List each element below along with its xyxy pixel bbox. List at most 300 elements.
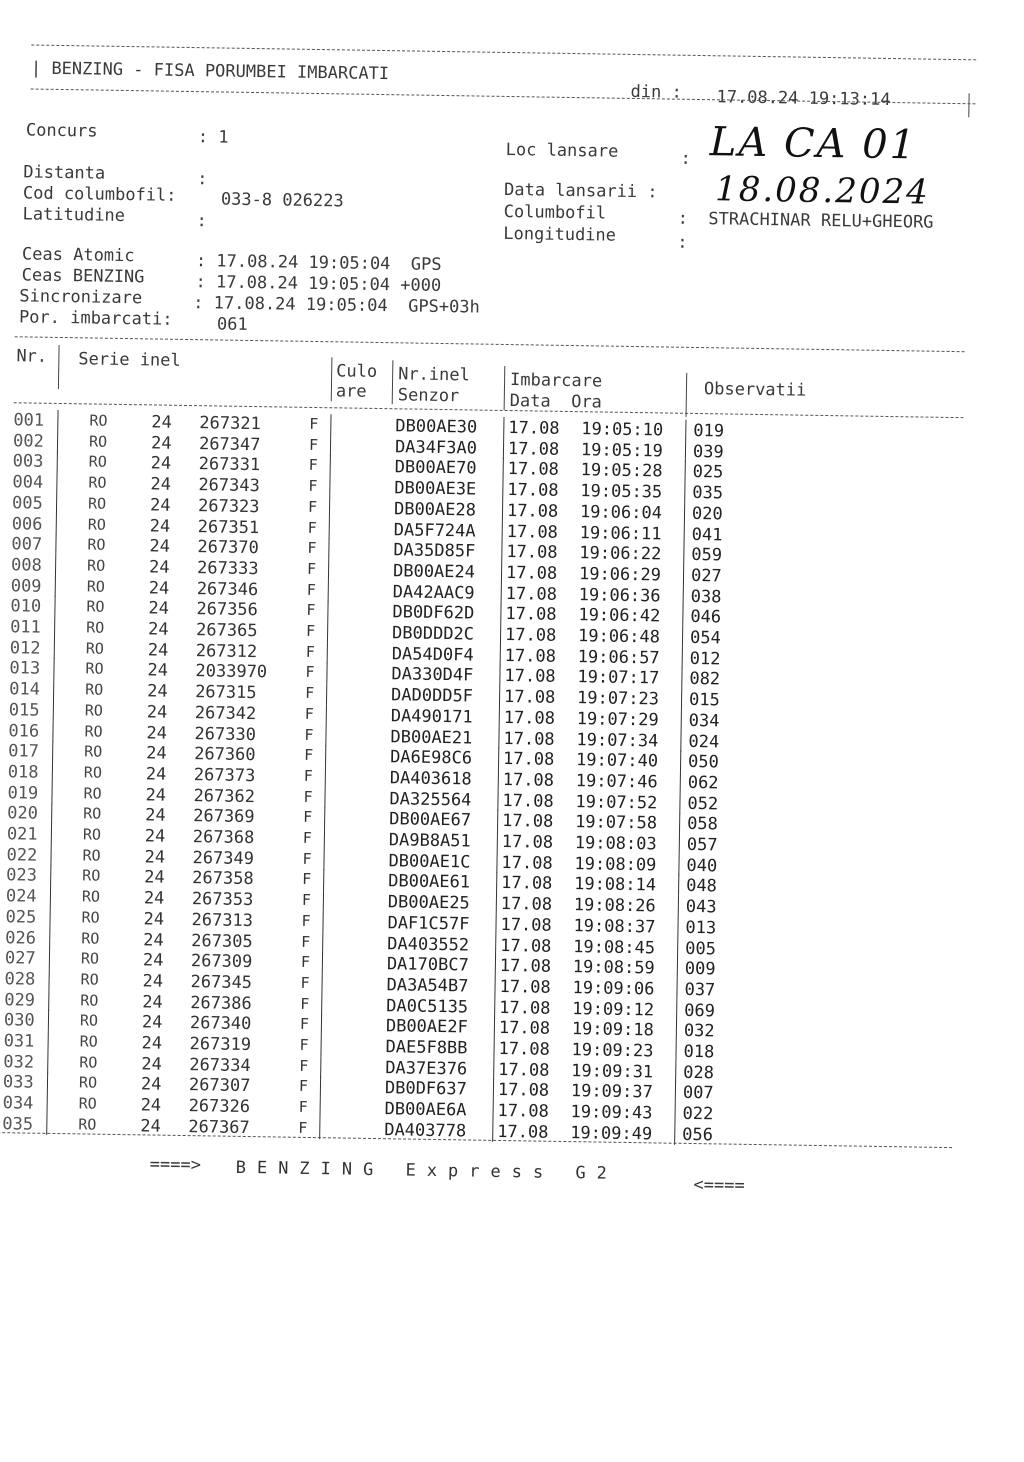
row-observation: 007 bbox=[682, 1083, 714, 1104]
row-observation: 039 bbox=[692, 441, 724, 463]
row-column-separator bbox=[674, 1103, 675, 1124]
row-sex: F bbox=[298, 1097, 308, 1117]
row-ring-number: 267333 bbox=[196, 558, 259, 580]
row-time: 19:07:29 bbox=[576, 708, 659, 731]
row-ring-number: 267360 bbox=[194, 744, 256, 766]
row-ring-number: 267321 bbox=[199, 413, 261, 435]
row-observation: 058 bbox=[686, 814, 719, 835]
row-column-separator bbox=[53, 679, 54, 700]
row-observation: 005 bbox=[685, 938, 717, 959]
distanta-label: Distanta bbox=[23, 162, 106, 184]
row-number: 018 bbox=[7, 762, 39, 783]
concurs-value: : 1 bbox=[197, 127, 229, 148]
columbofil-label: Columbofil bbox=[503, 201, 607, 224]
row-column-separator bbox=[494, 996, 495, 1017]
row-column-separator bbox=[685, 420, 686, 441]
row-ring-number: 267323 bbox=[197, 495, 260, 517]
porumbei-imbarcati-value: 061 bbox=[216, 314, 248, 335]
col-header-nr-inel: Nr.inel bbox=[398, 364, 470, 386]
row-sensor-id: DA35D85F bbox=[393, 540, 476, 562]
row-column-separator bbox=[493, 1059, 494, 1080]
row-year: 24 bbox=[146, 722, 168, 744]
row-time: 19:07:17 bbox=[577, 667, 660, 689]
row-observation: 041 bbox=[691, 524, 723, 545]
row-column-separator bbox=[328, 559, 329, 580]
row-ring-number: 267349 bbox=[192, 847, 255, 869]
row-column-separator bbox=[330, 414, 331, 435]
col-header-serie: Serie inel bbox=[78, 349, 181, 371]
row-sensor-id: DB00AE30 bbox=[395, 416, 478, 438]
row-time: 19:06:11 bbox=[579, 522, 662, 544]
row-column-separator bbox=[682, 627, 683, 648]
row-column-separator bbox=[48, 969, 49, 990]
row-column-separator bbox=[501, 562, 502, 583]
row-column-separator bbox=[47, 1052, 48, 1073]
row-sensor-id: DB00AE3E bbox=[394, 478, 477, 500]
row-number: 011 bbox=[9, 617, 42, 638]
row-column-separator bbox=[684, 503, 685, 524]
row-country: RO bbox=[81, 887, 101, 906]
row-year: 24 bbox=[151, 412, 173, 433]
row-year: 24 bbox=[144, 847, 166, 868]
row-column-separator bbox=[676, 979, 677, 1000]
row-country: RO bbox=[80, 990, 99, 1010]
row-sensor-id: DA9B8A51 bbox=[388, 830, 471, 852]
col-separator bbox=[58, 345, 60, 389]
row-year: 24 bbox=[146, 702, 168, 723]
header-top-divider bbox=[31, 44, 976, 60]
row-column-separator bbox=[675, 1041, 676, 1062]
row-column-separator bbox=[325, 766, 326, 787]
row-sex: F bbox=[303, 808, 313, 827]
row-ring-number: 267353 bbox=[191, 889, 254, 911]
row-column-separator bbox=[329, 476, 330, 497]
row-column-separator bbox=[329, 497, 330, 518]
row-column-separator bbox=[681, 710, 682, 731]
row-observation: 032 bbox=[683, 1021, 715, 1042]
row-column-separator bbox=[319, 1118, 320, 1139]
row-date: 17.08 bbox=[499, 997, 551, 1019]
col-header-imbarcare: Imbarcare bbox=[509, 370, 603, 392]
row-date: 17.08 bbox=[508, 418, 560, 439]
row-country: RO bbox=[87, 514, 106, 534]
row-column-separator bbox=[330, 435, 331, 456]
row-country: RO bbox=[83, 763, 103, 782]
row-observation: 015 bbox=[688, 690, 720, 711]
row-sensor-id: DB0DF62D bbox=[392, 602, 475, 624]
row-country: RO bbox=[79, 1011, 99, 1030]
row-year: 24 bbox=[149, 536, 171, 557]
row-country: RO bbox=[86, 556, 106, 575]
row-observation: 034 bbox=[688, 710, 720, 732]
row-time: 19:05:35 bbox=[580, 481, 663, 503]
row-sensor-id: DB00AE67 bbox=[389, 809, 472, 831]
row-column-separator bbox=[492, 1121, 493, 1142]
longitudine-colon: : bbox=[677, 232, 688, 253]
row-country: RO bbox=[88, 473, 107, 492]
row-year: 24 bbox=[143, 929, 164, 951]
col-separator bbox=[392, 360, 394, 404]
row-column-separator bbox=[679, 792, 680, 813]
row-sensor-id: DAD0DD5F bbox=[390, 685, 474, 707]
row-sex: F bbox=[307, 518, 317, 537]
row-column-separator bbox=[498, 727, 499, 748]
row-column-separator bbox=[495, 914, 496, 935]
row-observation: 040 bbox=[686, 855, 718, 877]
row-column-separator bbox=[495, 955, 496, 976]
row-observation: 057 bbox=[686, 834, 718, 856]
row-number: 029 bbox=[4, 989, 36, 1011]
row-column-separator bbox=[497, 790, 498, 811]
row-column-separator bbox=[499, 686, 500, 707]
col-separator bbox=[331, 357, 333, 401]
row-date: 17.08 bbox=[507, 438, 560, 460]
row-column-separator bbox=[497, 810, 498, 831]
row-column-separator bbox=[323, 870, 324, 891]
row-number: 024 bbox=[5, 886, 37, 907]
row-date: 17.08 bbox=[497, 1121, 549, 1143]
row-number: 004 bbox=[12, 472, 44, 493]
row-column-separator bbox=[322, 932, 323, 953]
handwritten-release-location: LA CA 01 bbox=[709, 119, 918, 169]
row-sensor-id: DAF1C57F bbox=[387, 912, 470, 935]
row-column-separator bbox=[683, 565, 684, 586]
row-column-separator bbox=[503, 458, 504, 479]
row-observation: 019 bbox=[693, 420, 725, 442]
row-ring-number: 267309 bbox=[190, 951, 253, 973]
row-sensor-id: DB0DDD2C bbox=[391, 623, 475, 645]
row-observation: 056 bbox=[682, 1124, 714, 1146]
row-number: 021 bbox=[6, 824, 38, 845]
row-ring-number: 267330 bbox=[194, 723, 257, 745]
printed-at-label: din : bbox=[630, 81, 682, 103]
row-sensor-id: DA3A54B7 bbox=[386, 975, 469, 997]
row-column-separator bbox=[503, 417, 504, 438]
row-number: 012 bbox=[9, 637, 41, 659]
row-year: 24 bbox=[141, 1054, 162, 1075]
row-column-separator bbox=[674, 1124, 675, 1145]
row-column-separator bbox=[498, 769, 499, 790]
row-time: 19:08:26 bbox=[573, 895, 656, 917]
row-observation: 082 bbox=[689, 669, 721, 690]
row-country: RO bbox=[88, 452, 107, 472]
row-date: 17.08 bbox=[498, 1038, 550, 1060]
row-date: 17.08 bbox=[504, 666, 556, 688]
row-sex: F bbox=[308, 476, 318, 496]
row-number: 008 bbox=[10, 555, 42, 576]
row-column-separator bbox=[53, 700, 54, 721]
row-year: 24 bbox=[147, 640, 169, 661]
row-year: 24 bbox=[143, 909, 165, 930]
row-sex: F bbox=[299, 1015, 310, 1034]
row-column-separator bbox=[53, 658, 54, 679]
row-year: 24 bbox=[149, 515, 171, 537]
row-time: 19:06:29 bbox=[578, 564, 662, 586]
row-year: 24 bbox=[149, 495, 171, 516]
row-column-separator bbox=[49, 907, 50, 928]
row-number: 010 bbox=[10, 596, 42, 618]
row-sensor-id: DA170BC7 bbox=[386, 954, 469, 976]
row-date: 17.08 bbox=[502, 749, 555, 770]
row-column-separator bbox=[675, 1082, 676, 1103]
row-ring-number: 267313 bbox=[191, 909, 254, 931]
row-date: 17.08 bbox=[501, 852, 553, 874]
cod-columbofil-label: Cod columbofil: bbox=[22, 183, 177, 206]
footer-brand: BENZING Express G2 bbox=[235, 1157, 619, 1184]
row-column-separator bbox=[502, 520, 503, 541]
row-ring-number: 267368 bbox=[192, 827, 255, 849]
row-date: 17.08 bbox=[503, 707, 556, 729]
row-year: 24 bbox=[146, 681, 168, 702]
col-header-culoare-line1: Culo bbox=[336, 361, 378, 382]
row-ring-number: 267305 bbox=[191, 930, 253, 952]
handwritten-release-date: 18.08.2024 bbox=[714, 169, 931, 213]
row-column-separator bbox=[329, 518, 330, 539]
row-sex: F bbox=[307, 497, 318, 516]
row-time: 19:08:09 bbox=[574, 853, 657, 876]
row-number: 007 bbox=[11, 534, 43, 555]
row-ring-number: 267356 bbox=[196, 599, 259, 621]
row-column-separator bbox=[499, 707, 500, 728]
row-number: 033 bbox=[2, 1072, 34, 1094]
row-sensor-id: DA34F3A0 bbox=[394, 436, 478, 459]
row-country: RO bbox=[79, 1032, 98, 1051]
row-ring-number: 267365 bbox=[195, 620, 258, 642]
row-sex: F bbox=[306, 580, 316, 599]
row-date: 17.08 bbox=[504, 645, 557, 667]
row-sensor-id: DA54D0F4 bbox=[391, 643, 474, 666]
row-column-separator bbox=[680, 751, 681, 772]
row-column-separator bbox=[500, 645, 501, 666]
row-country: RO bbox=[80, 949, 100, 968]
sincronizare-value: : 17.08.24 19:05:04 GPS+03h bbox=[193, 293, 480, 318]
col-header-senzor: Senzor bbox=[397, 385, 460, 407]
row-sex: F bbox=[309, 414, 319, 434]
row-sex: F bbox=[299, 1035, 309, 1054]
printed-at-value: 17.08.24 19:13:14 bbox=[716, 87, 891, 110]
row-time: 19:09:06 bbox=[572, 978, 655, 1000]
row-column-separator bbox=[319, 1097, 320, 1118]
row-number: 020 bbox=[7, 803, 39, 824]
row-date: 17.08 bbox=[500, 914, 552, 936]
row-date: 17.08 bbox=[497, 1080, 550, 1102]
row-sensor-id: DA490171 bbox=[390, 706, 473, 728]
row-country: RO bbox=[85, 680, 104, 699]
row-column-separator bbox=[685, 441, 686, 462]
row-time: 19:06:36 bbox=[578, 584, 661, 607]
row-observation: 059 bbox=[691, 545, 723, 566]
row-sex: F bbox=[304, 704, 314, 723]
row-sensor-id: DB00AE1C bbox=[388, 850, 471, 873]
row-year: 24 bbox=[150, 433, 172, 454]
row-column-separator bbox=[324, 787, 325, 808]
row-number: 003 bbox=[12, 451, 44, 473]
row-sex: F bbox=[305, 683, 315, 703]
row-country: RO bbox=[88, 432, 108, 451]
row-date: 17.08 bbox=[505, 604, 557, 626]
row-observation: 046 bbox=[690, 607, 722, 628]
row-country: RO bbox=[85, 659, 104, 679]
row-column-separator bbox=[48, 1010, 49, 1031]
footer-left-arrow: ====> bbox=[149, 1154, 202, 1176]
row-column-separator bbox=[677, 937, 678, 958]
row-year: 24 bbox=[142, 971, 164, 992]
row-number: 009 bbox=[10, 575, 42, 597]
row-column-separator bbox=[55, 534, 56, 555]
col-header-data-ora: Data Ora bbox=[509, 391, 603, 413]
row-date: 17.08 bbox=[502, 811, 554, 833]
row-observation: 043 bbox=[685, 896, 717, 918]
row-column-separator bbox=[683, 544, 684, 565]
row-column-separator bbox=[680, 730, 681, 751]
row-column-separator bbox=[496, 893, 497, 914]
row-time: 19:09:18 bbox=[571, 1019, 654, 1041]
row-column-separator bbox=[57, 410, 58, 431]
row-number: 027 bbox=[4, 948, 36, 969]
row-number: 013 bbox=[9, 658, 41, 680]
row-country: RO bbox=[78, 1094, 97, 1113]
row-sex: F bbox=[306, 601, 316, 620]
row-column-separator bbox=[54, 596, 55, 617]
row-country: RO bbox=[83, 784, 102, 803]
row-date: 17.08 bbox=[502, 790, 554, 812]
row-time: 19:09:23 bbox=[571, 1040, 654, 1062]
row-column-separator bbox=[57, 431, 58, 452]
row-date: 17.08 bbox=[503, 728, 555, 750]
row-number: 031 bbox=[3, 1031, 35, 1052]
row-sex: F bbox=[304, 725, 314, 744]
data-lansarii-label: Data lansarii : bbox=[503, 179, 658, 203]
row-ring-number: 267331 bbox=[198, 454, 261, 476]
row-observation: 027 bbox=[690, 565, 722, 587]
sincronizare-label: Sincronizare bbox=[19, 286, 143, 309]
row-time: 19:06:22 bbox=[579, 543, 662, 565]
row-sex: F bbox=[305, 663, 315, 682]
row-country: RO bbox=[82, 825, 102, 844]
row-year: 24 bbox=[145, 805, 166, 826]
row-time: 19:06:04 bbox=[579, 501, 663, 524]
row-date: 17.08 bbox=[506, 542, 558, 564]
row-sensor-id: DB0DF637 bbox=[384, 1078, 467, 1100]
row-time: 19:07:34 bbox=[576, 729, 659, 751]
row-observation: 012 bbox=[689, 648, 721, 670]
row-time: 19:05:19 bbox=[580, 439, 664, 462]
row-column-separator bbox=[684, 482, 685, 503]
row-column-separator bbox=[494, 976, 495, 997]
row-column-separator bbox=[50, 865, 51, 886]
row-country: RO bbox=[81, 928, 100, 948]
row-column-separator bbox=[324, 807, 325, 828]
row-year: 24 bbox=[148, 557, 170, 578]
row-column-separator bbox=[321, 994, 322, 1015]
row-ring-number: 267334 bbox=[189, 1054, 251, 1076]
row-observation: 035 bbox=[692, 483, 724, 504]
row-sensor-id: DB00AE21 bbox=[390, 726, 473, 749]
row-time: 19:05:28 bbox=[580, 460, 663, 482]
row-observation: 069 bbox=[684, 1000, 716, 1021]
row-observation: 050 bbox=[687, 752, 719, 773]
row-observation: 062 bbox=[687, 772, 719, 794]
row-observation: 052 bbox=[687, 793, 719, 814]
footer-right-arrow: <==== bbox=[693, 1175, 745, 1196]
row-number: 017 bbox=[8, 741, 40, 762]
row-column-separator bbox=[682, 606, 683, 627]
row-column-separator bbox=[320, 1077, 321, 1098]
row-number: 028 bbox=[4, 969, 36, 990]
row-year: 24 bbox=[140, 1116, 161, 1137]
row-sensor-id: DA403552 bbox=[387, 933, 470, 955]
row-column-separator bbox=[57, 451, 58, 472]
row-column-separator bbox=[325, 725, 326, 746]
row-column-separator bbox=[324, 828, 325, 849]
row-time: 19:06:48 bbox=[577, 626, 661, 648]
row-date: 17.08 bbox=[505, 562, 558, 584]
row-time: 19:08:59 bbox=[572, 957, 655, 979]
row-time: 19:09:37 bbox=[570, 1081, 653, 1103]
row-column-separator bbox=[676, 999, 677, 1020]
row-number: 001 bbox=[13, 410, 45, 431]
row-time: 19:08:37 bbox=[573, 915, 656, 938]
row-column-separator bbox=[56, 513, 57, 534]
row-column-separator bbox=[494, 1017, 495, 1038]
row-column-separator bbox=[681, 689, 682, 710]
row-number: 014 bbox=[9, 679, 41, 700]
row-sex: F bbox=[308, 435, 319, 454]
row-year: 24 bbox=[140, 1074, 162, 1096]
row-date: 17.08 bbox=[498, 1059, 550, 1081]
col-header-observatii: Observatii bbox=[703, 379, 807, 401]
row-sensor-id: DB00AE28 bbox=[393, 499, 477, 521]
row-sex: F bbox=[299, 1056, 309, 1075]
row-year: 24 bbox=[148, 598, 170, 620]
document-title: | BENZING - FISA PORUMBEI IMBARCATI bbox=[30, 58, 390, 85]
columbofil-value: : STRACHINAR RELU+GHEORG bbox=[677, 208, 934, 233]
row-column-separator bbox=[56, 493, 57, 514]
row-time: 19:07:58 bbox=[574, 812, 658, 834]
row-country: RO bbox=[84, 701, 104, 720]
row-sex: F bbox=[300, 953, 311, 972]
row-time: 19:07:46 bbox=[575, 771, 658, 793]
row-observation: 025 bbox=[692, 462, 724, 483]
row-sensor-id: DA37E376 bbox=[385, 1057, 468, 1080]
row-column-separator bbox=[678, 896, 679, 917]
row-column-separator bbox=[677, 917, 678, 938]
row-observation: 022 bbox=[682, 1103, 714, 1125]
row-column-separator bbox=[50, 886, 51, 907]
row-sex: F bbox=[304, 746, 314, 765]
row-column-separator bbox=[680, 772, 681, 793]
ceas-benzing-value: : 17.08.24 19:05:04 +000 bbox=[195, 272, 442, 296]
row-number: 016 bbox=[8, 720, 40, 742]
row-year: 24 bbox=[146, 743, 167, 764]
row-country: RO bbox=[84, 742, 103, 761]
row-date: 17.08 bbox=[504, 625, 557, 646]
row-sensor-id: DA42AAC9 bbox=[392, 581, 475, 604]
row-number: 030 bbox=[3, 1010, 35, 1031]
row-sensor-id: DA6E98C6 bbox=[389, 747, 473, 769]
row-time: 19:07:23 bbox=[576, 688, 660, 710]
row-sex: F bbox=[302, 870, 312, 889]
row-column-separator bbox=[322, 952, 323, 973]
row-date: 17.08 bbox=[501, 873, 553, 895]
row-ring-number: 267326 bbox=[188, 1096, 251, 1118]
row-column-separator bbox=[502, 500, 503, 521]
row-number: 032 bbox=[3, 1051, 35, 1073]
row-country: RO bbox=[79, 1053, 98, 1072]
row-date: 17.08 bbox=[498, 1018, 551, 1040]
row-time: 19:09:43 bbox=[570, 1102, 653, 1124]
row-time: 19:09:49 bbox=[570, 1122, 653, 1145]
